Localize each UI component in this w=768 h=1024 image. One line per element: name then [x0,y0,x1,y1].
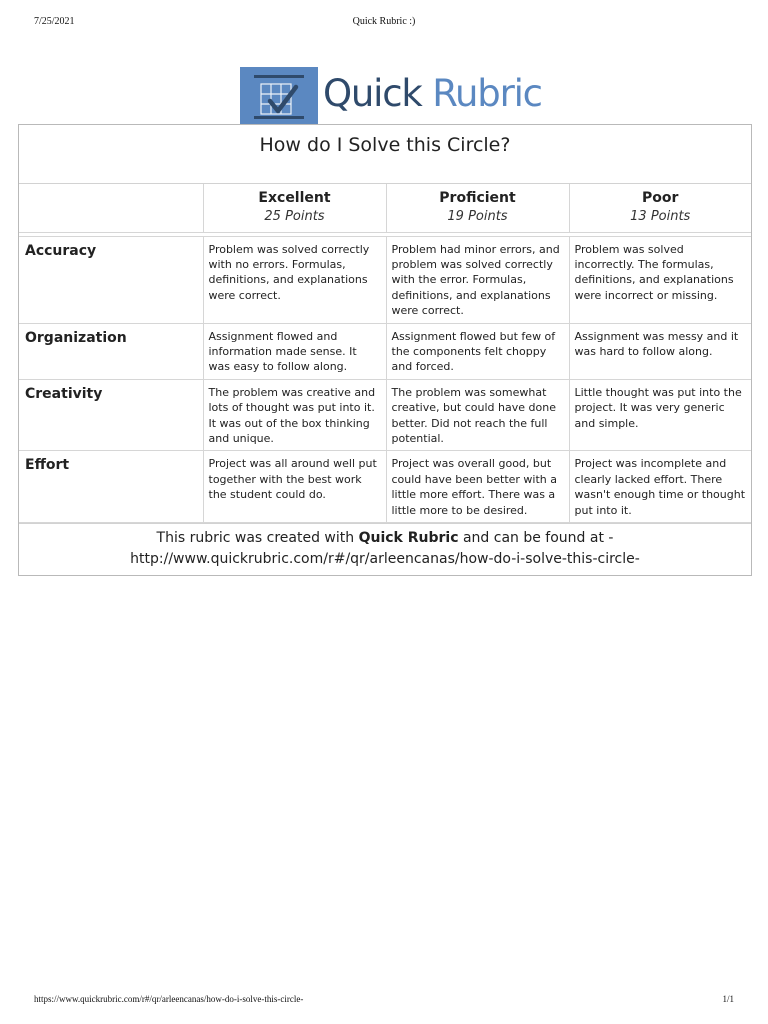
attribution-prefix: This rubric was created with [156,530,355,546]
level-header-proficient [386,184,569,232]
rubric-grid [19,184,751,523]
criterion-row-creativity [19,379,751,451]
level-points: 25 Points [264,209,325,224]
logo-wordmark [323,71,542,117]
print-footer-url: https://www.quickrubric.com/r#/qr/arleencanas/how-do-i-solve-this-circle- [34,994,304,1004]
levels-header-row [19,184,751,232]
criterion-description: Assignment flowed but few of the components felt choppy and forced. [386,323,569,379]
level-points: 19 Points [447,209,508,224]
criterion-description: Project was incomplete and clearly lacked effort. There wasn't enough time or thought put into it. [569,451,751,523]
attribution-suffix: and can be found at - [462,530,614,546]
attribution-brand: Quick Rubric [358,530,459,546]
print-header [34,16,734,30]
criterion-name: Creativity [19,379,203,451]
criterion-row-organization [19,323,751,379]
quick-rubric-logo [240,67,542,125]
level-name: Poor [642,190,679,206]
attribution-url: http://www.quickrubric.com/r#/qr/arleencanas/how-do-i-solve-this-circle- [130,551,640,567]
print-footer [34,994,734,1008]
level-header-excellent [203,184,386,232]
criterion-description: Assignment flowed and information made sense. It was easy to follow along. [203,323,386,379]
criterion-description: Little thought was put into the project. It was very generic and simple. [569,379,751,451]
rubric-table [18,124,752,576]
level-name: Proficient [439,190,516,206]
criterion-description: The problem was somewhat creative, but could have done better. Did not reach the full potential. [386,379,569,451]
criterion-row-accuracy [19,236,751,323]
criterion-description: Problem was solved incorrectly. The formulas, definitions, and explanations were incorrect or missing. [569,236,751,323]
level-name: Excellent [258,190,331,206]
criterion-row-effort [19,451,751,523]
criterion-name: Effort [19,451,203,523]
criterion-description: Project was all around well put together with the best work the student could do. [203,451,386,523]
logo-word-quick: Quick [323,72,422,115]
attribution-line [19,528,751,549]
criterion-description: The problem was creative and lots of thought was put into it. It was out of the box thinking and unique. [203,379,386,451]
level-points: 13 Points [630,209,691,224]
print-date: 7/25/2021 [34,16,75,27]
level-header-poor [569,184,751,232]
criterion-description: Problem had minor errors, and problem was solved correctly with the error. Formulas, definitions, and explanations were correct. [386,236,569,323]
criterion-name: Organization [19,323,203,379]
print-page-title: Quick Rubric :) [352,16,416,27]
print-page-number: 1/1 [722,994,734,1004]
criterion-description: Project was overall good, but could have been better with a little more effort. There was a little more to be desired. [386,451,569,523]
rubric-attribution [19,523,751,575]
criterion-name: Accuracy [19,236,203,323]
logo-word-rubric: Rubric [432,72,542,115]
rubric-title: How do I Solve this Circle? [19,125,751,184]
criterion-description: Assignment was messy and it was hard to follow along. [569,323,751,379]
criterion-description: Problem was solved correctly with no errors. Formulas, definitions, and explanations were correct. [203,236,386,323]
corner-cell [19,184,203,232]
rubric-checklist-icon [240,67,318,125]
